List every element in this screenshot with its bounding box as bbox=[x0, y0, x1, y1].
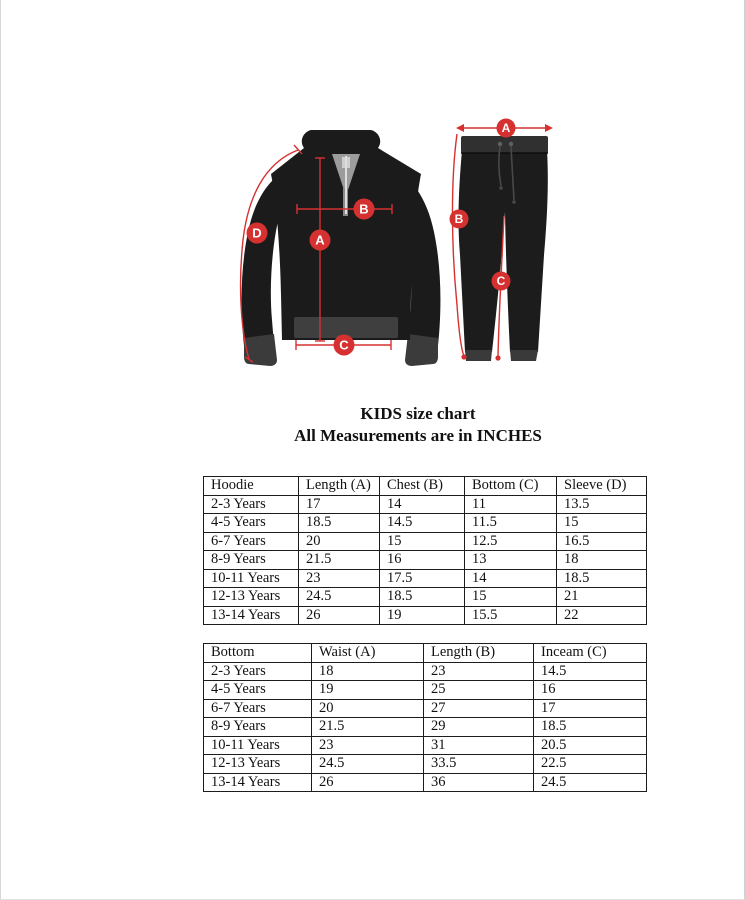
table-cell: 23 bbox=[424, 662, 534, 681]
table-cell: 13-14 Years bbox=[204, 773, 312, 792]
column-header: Length (A) bbox=[299, 477, 380, 496]
table-cell: 8-9 Years bbox=[204, 551, 299, 570]
table-cell: 15.5 bbox=[465, 606, 557, 625]
table-cell: 11 bbox=[465, 495, 557, 514]
table-cell: 20.5 bbox=[534, 736, 647, 755]
column-header: Waist (A) bbox=[312, 644, 424, 663]
table-cell: 19 bbox=[380, 606, 465, 625]
table-cell: 15 bbox=[380, 532, 465, 551]
table-row bbox=[204, 551, 647, 570]
drawstring-right-tip bbox=[512, 200, 516, 204]
table-cell: 24.5 bbox=[299, 588, 380, 607]
table-cell: 2-3 Years bbox=[204, 495, 299, 514]
bottom-size-table bbox=[203, 643, 647, 792]
chart-title-block bbox=[90, 403, 745, 447]
table-cell: 26 bbox=[312, 773, 424, 792]
table-cell: 12.5 bbox=[465, 532, 557, 551]
table-cell: 8-9 Years bbox=[204, 718, 312, 737]
table-cell: 23 bbox=[312, 736, 424, 755]
table-row bbox=[204, 588, 647, 607]
hoodie-marker-c-label: C bbox=[339, 337, 349, 353]
table-cell: 4-5 Years bbox=[204, 514, 299, 533]
table-cell: 13.5 bbox=[557, 495, 647, 514]
table-cell: 17.5 bbox=[380, 569, 465, 588]
table-cell: 18.5 bbox=[534, 718, 647, 737]
table-cell: 10-11 Years bbox=[204, 736, 312, 755]
table-cell: 24.5 bbox=[534, 773, 647, 792]
table-row bbox=[204, 718, 647, 737]
column-header: Inceam (C) bbox=[534, 644, 647, 663]
pants-right-leg-cuff bbox=[510, 350, 538, 361]
table-cell: 18 bbox=[312, 662, 424, 681]
hoodie-marker-a-label: A bbox=[315, 232, 325, 248]
table-cell: 12-13 Years bbox=[204, 588, 299, 607]
pants-waistband bbox=[461, 136, 548, 153]
column-header: Chest (B) bbox=[380, 477, 465, 496]
table-cell: 18 bbox=[557, 551, 647, 570]
column-header: Hoodie bbox=[204, 477, 299, 496]
table-row bbox=[204, 569, 647, 588]
table-cell: 36 bbox=[424, 773, 534, 792]
table-cell: 12-13 Years bbox=[204, 755, 312, 774]
table-row bbox=[204, 773, 647, 792]
table-cell: 14 bbox=[465, 569, 557, 588]
table-cell: 29 bbox=[424, 718, 534, 737]
table-cell: 10-11 Years bbox=[204, 569, 299, 588]
pants-marker-b-label: B bbox=[454, 212, 464, 226]
table-row bbox=[204, 514, 647, 533]
column-header: Sleeve (D) bbox=[557, 477, 647, 496]
table-row bbox=[204, 755, 647, 774]
column-header: Length (B) bbox=[424, 644, 534, 663]
table-cell: 23 bbox=[299, 569, 380, 588]
table-cell: 24.5 bbox=[312, 755, 424, 774]
hoodie-left-cuff bbox=[244, 334, 277, 366]
table-header-row bbox=[204, 644, 647, 663]
table-cell: 26 bbox=[299, 606, 380, 625]
waist-arrow-left bbox=[456, 124, 464, 132]
table-cell: 21 bbox=[557, 588, 647, 607]
table-row bbox=[204, 736, 647, 755]
table-cell: 4-5 Years bbox=[204, 681, 312, 700]
table-cell: 21.5 bbox=[299, 551, 380, 570]
table-row bbox=[204, 532, 647, 551]
pants-illustration bbox=[459, 136, 548, 361]
table-row bbox=[204, 681, 647, 700]
column-header: Bottom bbox=[204, 644, 312, 663]
table-cell: 27 bbox=[424, 699, 534, 718]
table-cell: 20 bbox=[312, 699, 424, 718]
table-cell: 20 bbox=[299, 532, 380, 551]
table-row bbox=[204, 699, 647, 718]
table-cell: 14.5 bbox=[534, 662, 647, 681]
hoodie-zipper-line bbox=[345, 156, 347, 214]
sleeve-measure-tick-top bbox=[294, 145, 302, 154]
table-cell: 17 bbox=[299, 495, 380, 514]
table-cell: 11.5 bbox=[465, 514, 557, 533]
table-cell: 14 bbox=[380, 495, 465, 514]
table-cell: 6-7 Years bbox=[204, 699, 312, 718]
table-cell: 16 bbox=[534, 681, 647, 700]
table-cell: 25 bbox=[424, 681, 534, 700]
inseam-end-dot bbox=[495, 355, 500, 360]
drawstring-left-tip bbox=[499, 186, 503, 190]
pants-length-end-dot bbox=[461, 354, 466, 359]
drawstring-eyelet-left bbox=[498, 142, 502, 146]
hoodie-size-table bbox=[203, 476, 647, 625]
table-cell: 13-14 Years bbox=[204, 606, 299, 625]
chart-title: KIDS size chart bbox=[360, 404, 476, 423]
table-cell: 13 bbox=[465, 551, 557, 570]
table-row bbox=[204, 606, 647, 625]
chart-subtitle: All Measurements are in INCHES bbox=[294, 426, 542, 445]
table-cell: 16 bbox=[380, 551, 465, 570]
table-header-row bbox=[204, 477, 647, 496]
table-cell: 16.5 bbox=[557, 532, 647, 551]
table-cell: 18.5 bbox=[557, 569, 647, 588]
table-cell: 19 bbox=[312, 681, 424, 700]
column-header: Bottom (C) bbox=[465, 477, 557, 496]
pants-body bbox=[459, 150, 548, 352]
table-row bbox=[204, 662, 647, 681]
table-cell: 31 bbox=[424, 736, 534, 755]
table-cell: 6-7 Years bbox=[204, 532, 299, 551]
hoodie-marker-d-label: D bbox=[252, 225, 262, 241]
pants-left-leg-cuff bbox=[465, 350, 492, 361]
hoodie-marker-b-label: B bbox=[359, 201, 369, 217]
hoodie-illustration bbox=[242, 130, 441, 366]
table-cell: 2-3 Years bbox=[204, 662, 312, 681]
table-cell: 14.5 bbox=[380, 514, 465, 533]
table-cell: 22 bbox=[557, 606, 647, 625]
pants-marker-c-label: C bbox=[496, 274, 506, 288]
table-cell: 18.5 bbox=[299, 514, 380, 533]
measurement-diagram bbox=[194, 108, 576, 385]
drawstring-eyelet-right bbox=[509, 142, 513, 146]
table-cell: 18.5 bbox=[380, 588, 465, 607]
table-cell: 21.5 bbox=[312, 718, 424, 737]
table-cell: 22.5 bbox=[534, 755, 647, 774]
waist-arrow-right bbox=[545, 124, 553, 132]
table-row bbox=[204, 495, 647, 514]
table-cell: 33.5 bbox=[424, 755, 534, 774]
table-cell: 17 bbox=[534, 699, 647, 718]
table-cell: 15 bbox=[557, 514, 647, 533]
table-cell: 15 bbox=[465, 588, 557, 607]
pants-marker-a-label: A bbox=[501, 121, 511, 135]
